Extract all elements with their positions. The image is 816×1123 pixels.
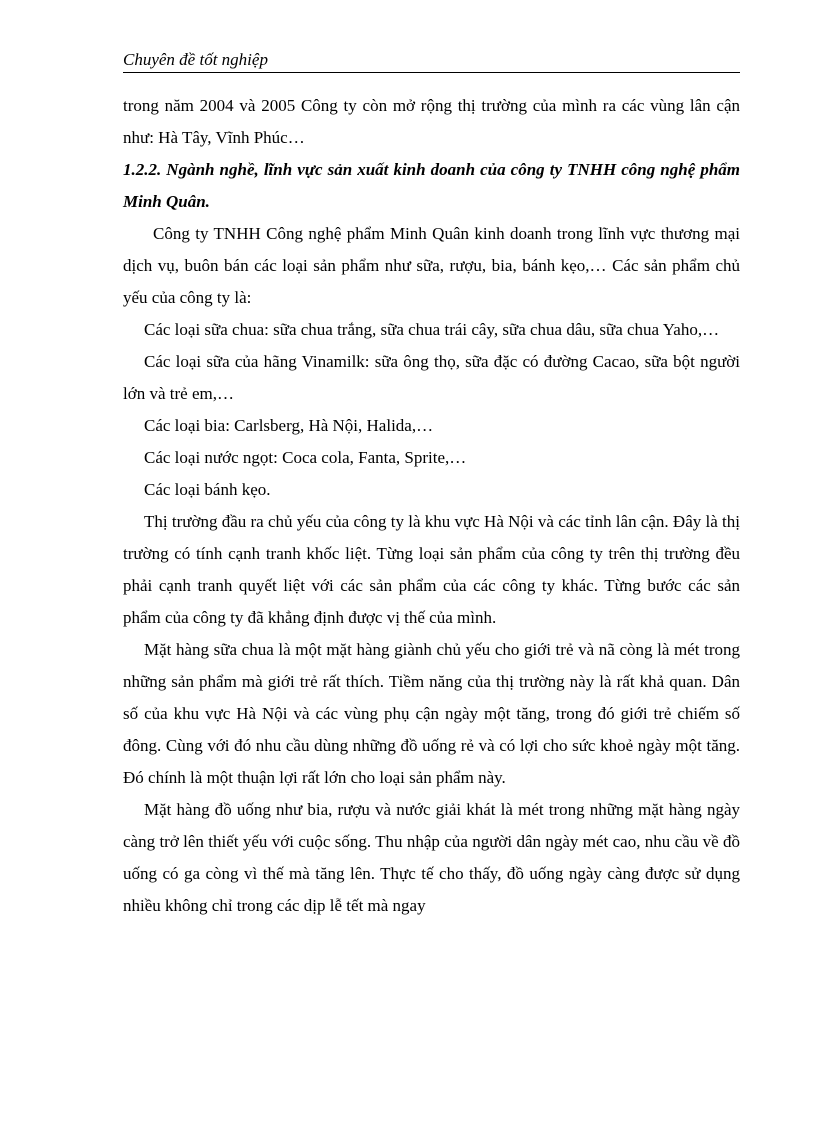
- list-item: Các loại bia: Carlsberg, Hà Nội, Halida,…: [144, 416, 434, 435]
- header-title: Chuyên đề tốt nghiệp: [123, 50, 268, 69]
- list-item: Các loại bánh kẹo.: [144, 480, 271, 499]
- paragraph: trong năm 2004 và 2005 Công ty còn mở rộng thị trường của mình ra các vùng lân cận như: Hà Tây, Vĩnh Phúc…: [123, 96, 740, 147]
- paragraph: Công ty TNHH Công nghệ phẩm Minh Quân kinh doanh trong lĩnh vực thương mại dịch vụ, buôn bán các loại sản phẩm như sữa, rượu, bia, bánh kẹo,… Các sản phẩm chủ yếu của công ty là:: [123, 224, 740, 307]
- page-header: [123, 48, 740, 73]
- paragraph: Thị trường đầu ra chủ yếu của công ty là khu vực Hà Nội và các tỉnh lân cận. Đây là thị trường có tính cạnh tranh khốc liệt. Từng loại sản phẩm của công ty trên thị trường đều phải cạnh tranh quyết liệt với các sản phẩm của các công ty khác. Từng bước các sản phẩm của công ty đã khẳng định được vị thế của mình.: [123, 512, 740, 627]
- paragraph: Mặt hàng đồ uống như bia, rượu và nước giải khát là mét trong những mặt hàng ngày càng trở lên thiết yếu với cuộc sống. Thu nhập của người dân ngày mét cao, nhu cầu về đồ uống có ga còng vì thế mà tăng lên. Thực tế cho thấy, đồ uống ngày càng được sử dụng nhiều không chỉ trong các dịp lễ tết mà ngay: [123, 800, 740, 915]
- list-item: Các loại sữa chua: sữa chua trắng, sữa chua trái cây, sữa chua dâu, sữa chua Yaho,…: [144, 320, 720, 339]
- section-heading: 1.2.2. Ngành nghề, lĩnh vực sản xuất kinh doanh của công ty TNHH công nghệ phẩm Minh Quân.: [123, 160, 740, 211]
- list-item: Các loại nước ngọt: Coca cola, Fanta, Sprite,…: [144, 448, 467, 467]
- list-item: Các loại sữa của hãng Vinamilk: sữa ông thọ, sữa đặc có đường Cacao, sữa bột người lớn và trẻ em,…: [123, 352, 740, 403]
- document-body: [123, 90, 740, 922]
- paragraph: Mặt hàng sữa chua là một mặt hàng giành chủ yếu cho giới trẻ và nã còng là mét trong những sản phẩm mà giới trẻ rất thích. Tiềm năng của thị trường này là rất khả quan. Dân số của khu vực Hà Nội và các vùng phụ cận ngày một tăng, trong đó giới trẻ chiếm số đông. Cùng với đó nhu cầu dùng những đồ uống rẻ và có lợi cho sức khoẻ ngày một tăng. Đó chính là một thuận lợi rất lớn cho loại sản phẩm này.: [123, 640, 740, 787]
